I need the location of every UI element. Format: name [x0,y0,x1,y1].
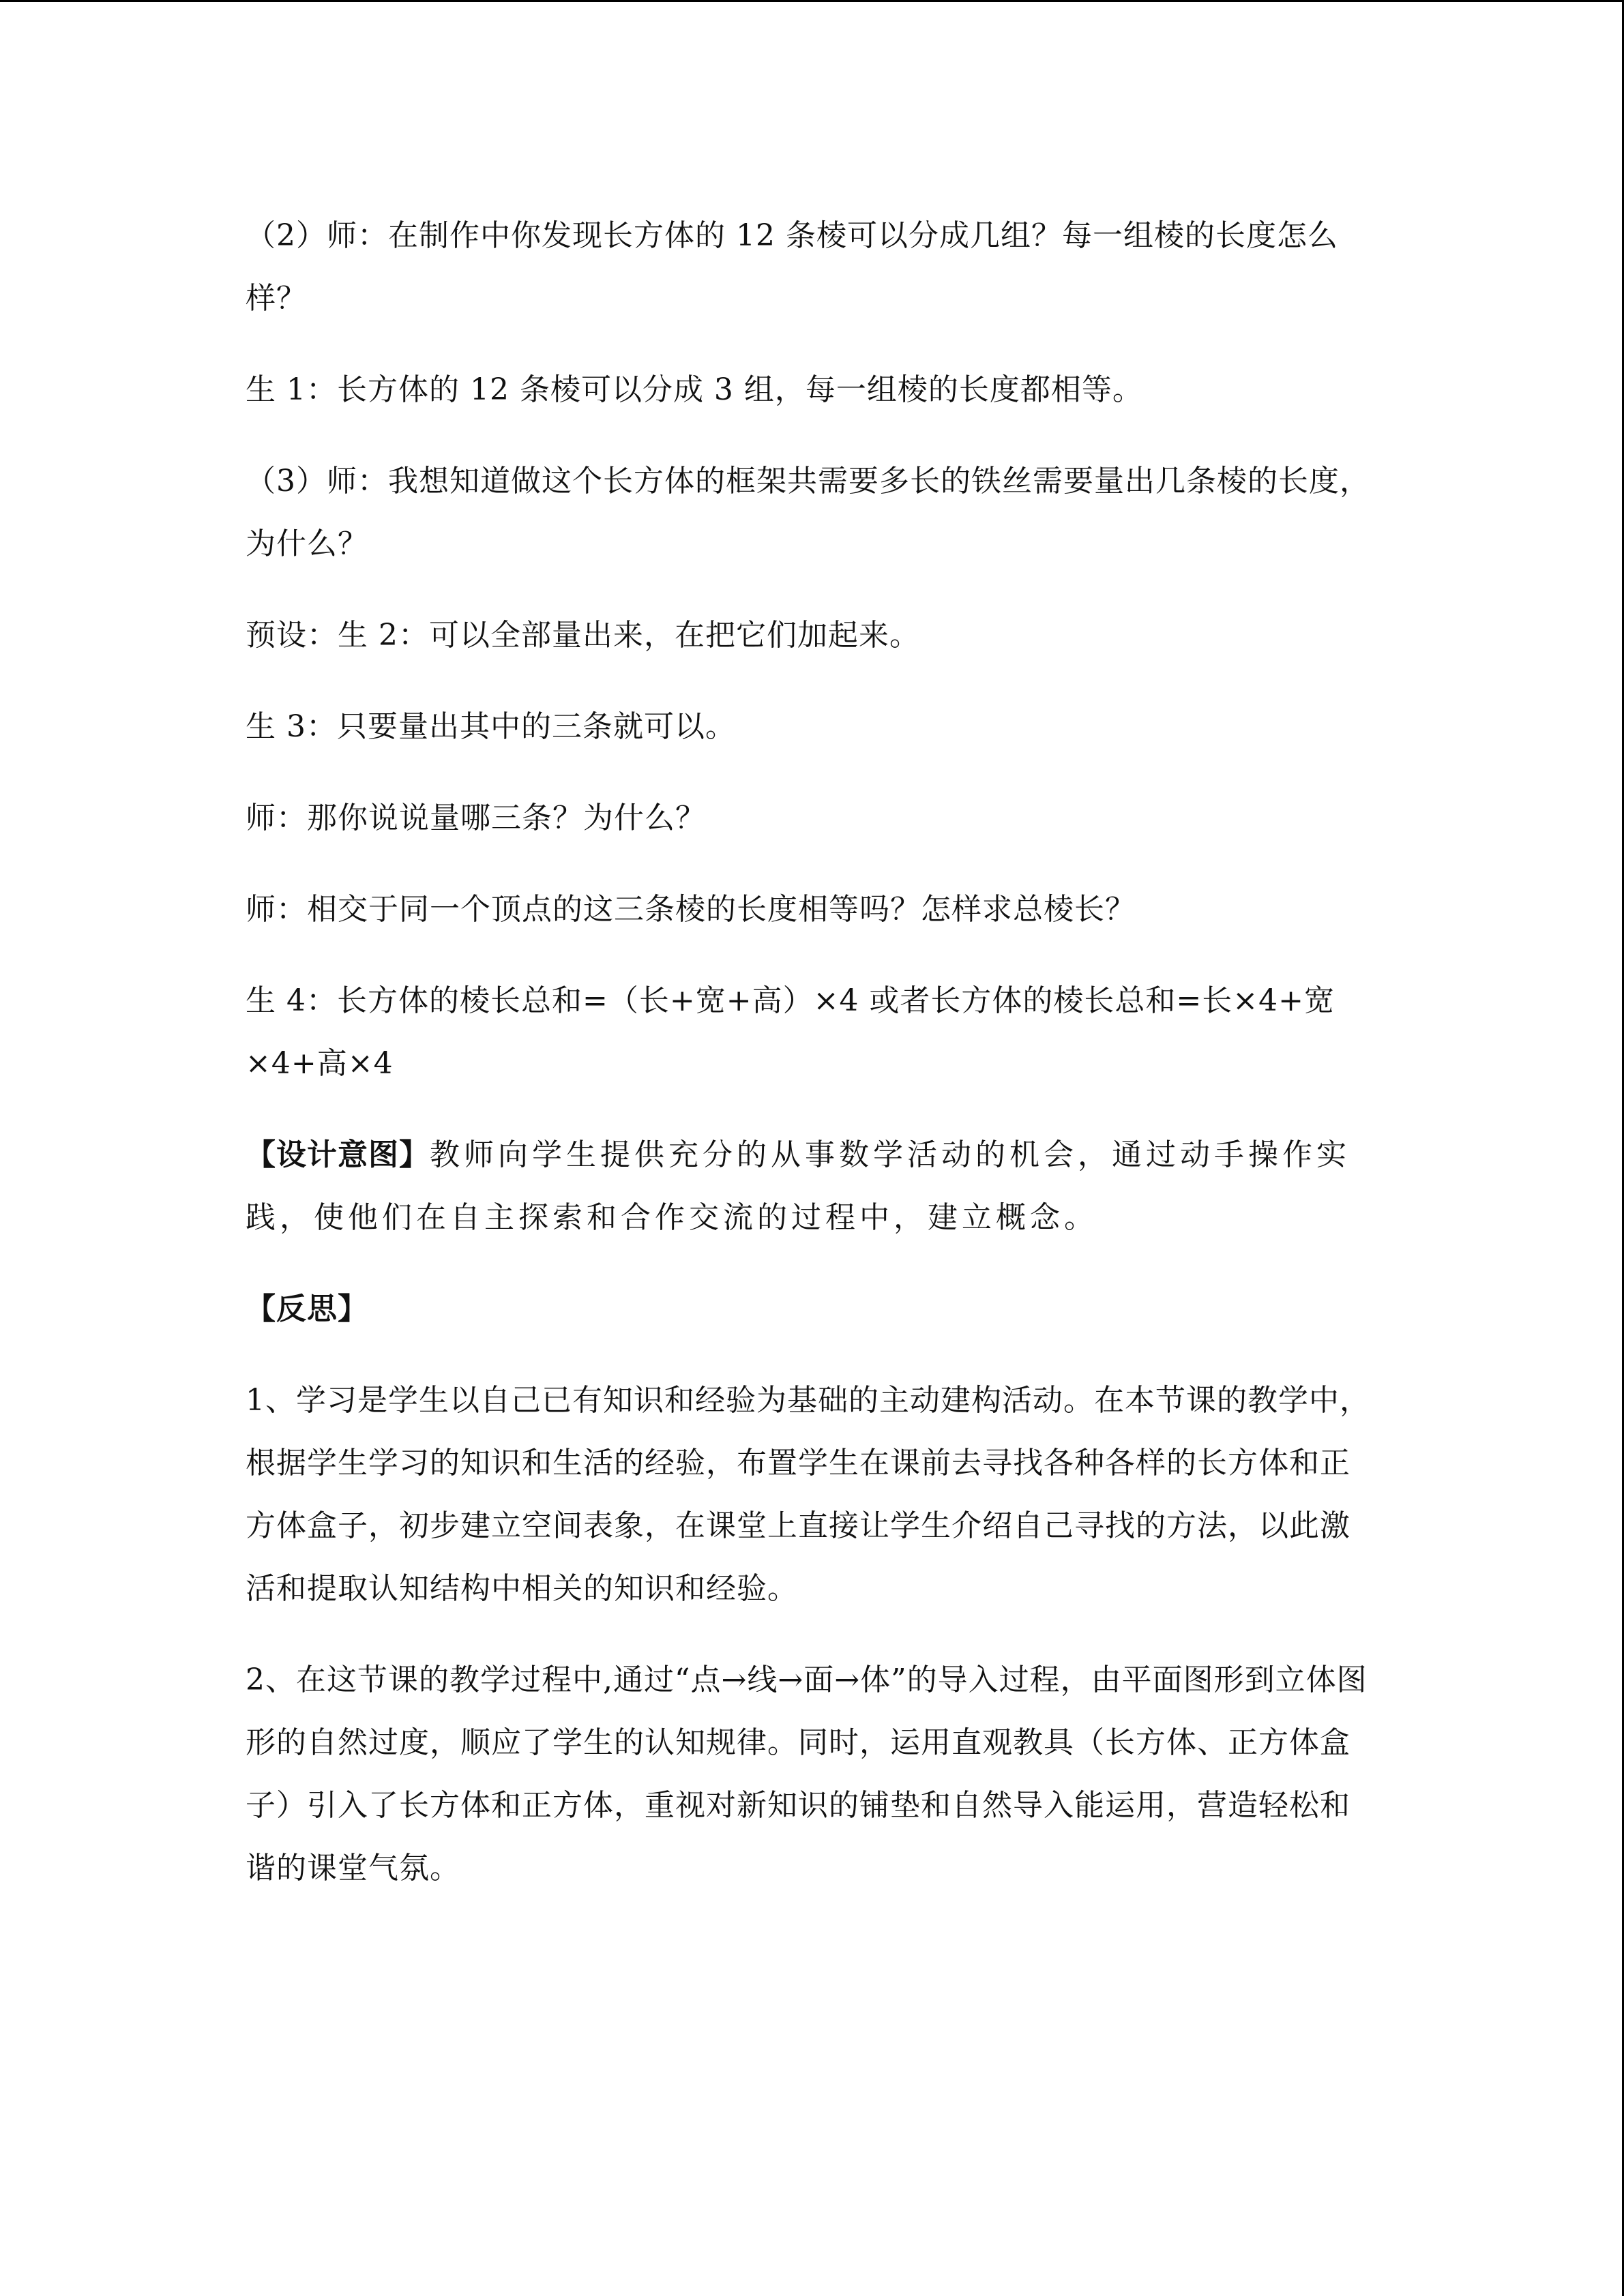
reflection-item-2: 2、在这节课的教学过程中,通过“点→线→面→体”的导入过程，由平面图形到立体图形的自然过度，顺应了学生的认知规律。同时，运用直观教具（长方体、正方体盒子）引入了长方体和正方体，重视对新知识的铺垫和自然导入能运用，营造轻松和谐的课堂气氛。 [246,1663,1368,1885]
reflection-item-1: 1、学习是学生以自己已有知识和经验为基础的主动建构活动。在本节课的教学中，根据学生学习的知识和生活的经验，布置学生在课前去寻找各种各样的长方体和正方体盒子，初步建立空间表象，在课堂上直接让学生介绍自己寻找的方法，以此激活和提取认知结构中相关的知识和经验。 [246,1383,1370,1606]
paragraph-student-4-formula: 生 4：长方体的棱长总和=（长+宽+高）×4 或者长方体的棱长总和=长×4+宽×4+高×4 [246,983,1335,1081]
reflection-label: 【反思】 [246,1292,368,1326]
paragraph-teacher-which-three: 师：那你说说量哪三条？为什么？ [246,801,706,835]
page-top-border [0,0,1624,2]
design-intent-text: 教师向学生提供充分的从事数学活动的机会，通过动手操作实践，使他们在自主探索和合作交流的过程中，建立概念。 [246,1137,1350,1235]
paragraph-student-2: 预设：生 2：可以全部量出来，在把它们加起来。 [246,618,920,653]
design-intent-paragraph [246,1124,1378,1249]
design-intent-label: 【设计意图】 [246,1137,430,1172]
paragraph-student-1: 生 1：长方体的 12 条棱可以分成 3 组，每一组棱的长度都相等。 [246,372,1143,407]
paragraph-teacher-question-2: （2）师：在制作中你发现长方体的 12 条棱可以分成几组？每一组棱的长度怎么样？ [246,218,1338,316]
paragraph-teacher-total-length: 师：相交于同一个顶点的这三条棱的长度相等吗？怎样求总棱长？ [246,892,1136,927]
reflection-heading [246,1278,1378,1341]
document-body [246,205,1378,1928]
paragraph-teacher-question-3: （3）师：我想知道做这个长方体的框架共需要多长的铁丝需要量出几条棱的长度，为什么？ [246,464,1370,561]
paragraph-student-3: 生 3：只要量出其中的三条就可以。 [246,709,736,744]
